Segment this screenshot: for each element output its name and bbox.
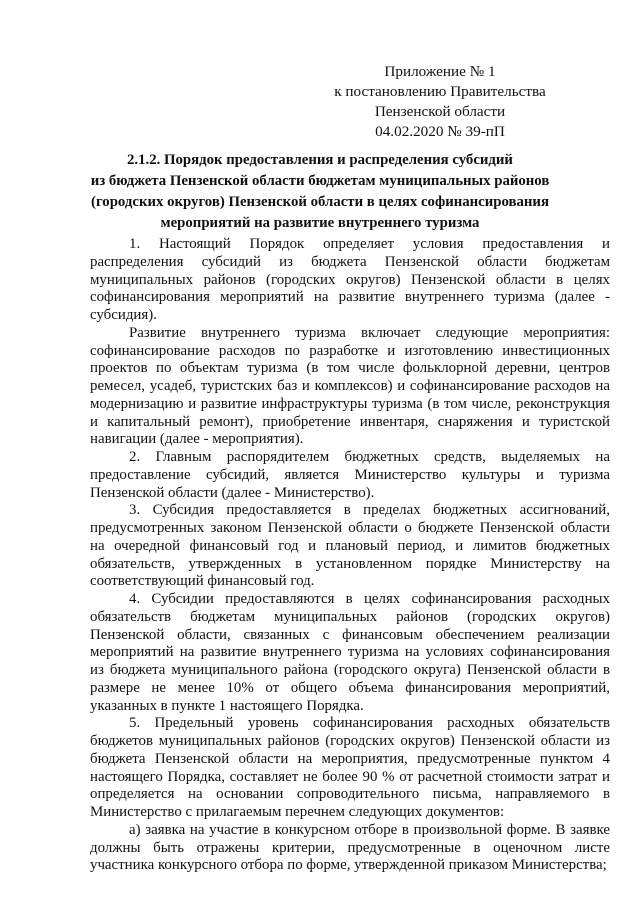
- paragraph-1-tourism-activities: Развитие внутреннего туризма включает следующие мероприятия: софинансирование расходов по разработке и изготовлению инвестиционных проектов по объектам туризма (в том числе фольклорной деревни, центров ремесел, усадеб, туристских баз и комплексов) и софинансирование расходов на модернизацию и развитие инфраструктуры туризма (в том числе, реконструкция и капитальный ремонт), приобретение инвентаря, снаряжения и туристской навигации (далее - мероприятия).: [90, 324, 610, 448]
- appendix-reference: к постановлению Правительства: [334, 83, 546, 100]
- title-line: (городских округов) Пензенской области в целях софинансирования: [91, 194, 549, 210]
- paragraph-1: 1. Настоящий Порядок определяет условия предоставления и распределения субсидий из бюджета Пензенской области бюджетам муниципальных районов (городских округов) Пензенской области в целях софинансирования мероприятий на развитие внутреннего туризма (далее - субсидия).: [90, 236, 610, 323]
- title-line: мероприятий на развитие внутреннего туризма: [160, 215, 480, 231]
- appendix-block: [330, 62, 550, 142]
- paragraph-2: 2. Главным распорядителем бюджетных средств, выделяемых на предоставление субсидий, является Министерство культуры и туризма Пензенской области (далее - Министерство).: [90, 449, 610, 501]
- paragraph-3: 3. Субсидия предоставляется в пределах бюджетных ассигнований, предусмотренных законом Пензенской области о бюджете Пензенской области на очередной финансовый год и плановый период, и лимитов бюджетных обязательств, утвержденных в установленном порядке Министерству на соответствующий финансовый год.: [90, 502, 610, 590]
- appendix-number: Приложение № 1: [384, 63, 496, 80]
- document-title: [90, 150, 550, 234]
- title-line: 2.1.2. Порядок предоставления и распределения субсидий: [127, 152, 513, 168]
- paragraph-5a: а) заявка на участие в конкурсном отборе в произвольной форме. В заявке должны быть отражены критерии, предусмотренные в оценочном листе участника конкурсного отбора по форме, утвержденной приказом Министерства;: [90, 821, 610, 874]
- appendix-region: Пензенской области: [374, 103, 506, 120]
- paragraph-4: 4. Субсидии предоставляются в целях софинансирования расходных обязательств бюджетам муниципальных районов (городских округов) Пензенской области, связанных с финансовым обеспечением реализации мероприятий на развитие внутреннего туризма на условиях софинансирования из бюджета муниципального района (городского округа) Пензенской области в размере не менее 10% от общего объема финансирования мероприятий, указанных в пункте 1 настоящего Порядка.: [90, 591, 610, 714]
- appendix-date-number: 04.02.2020 № 39-пП: [375, 123, 505, 140]
- title-line: из бюджета Пензенской области бюджетам муниципальных районов: [90, 173, 550, 189]
- document-body: [90, 236, 610, 875]
- paragraph-5: 5. Предельный уровень софинансирования расходных обязательств бюджетов муниципальных районов (городских округов) Пензенской области из бюджета Пензенской области на мероприятия, предусмотренные пунктом 4 настоящего Порядка, составляет не более 90 % от расчетной стоимости затрат и определяется на основании сопроводительного письма, направляемого в Министерство с прилагаемым перечнем следующих документов:: [90, 715, 610, 820]
